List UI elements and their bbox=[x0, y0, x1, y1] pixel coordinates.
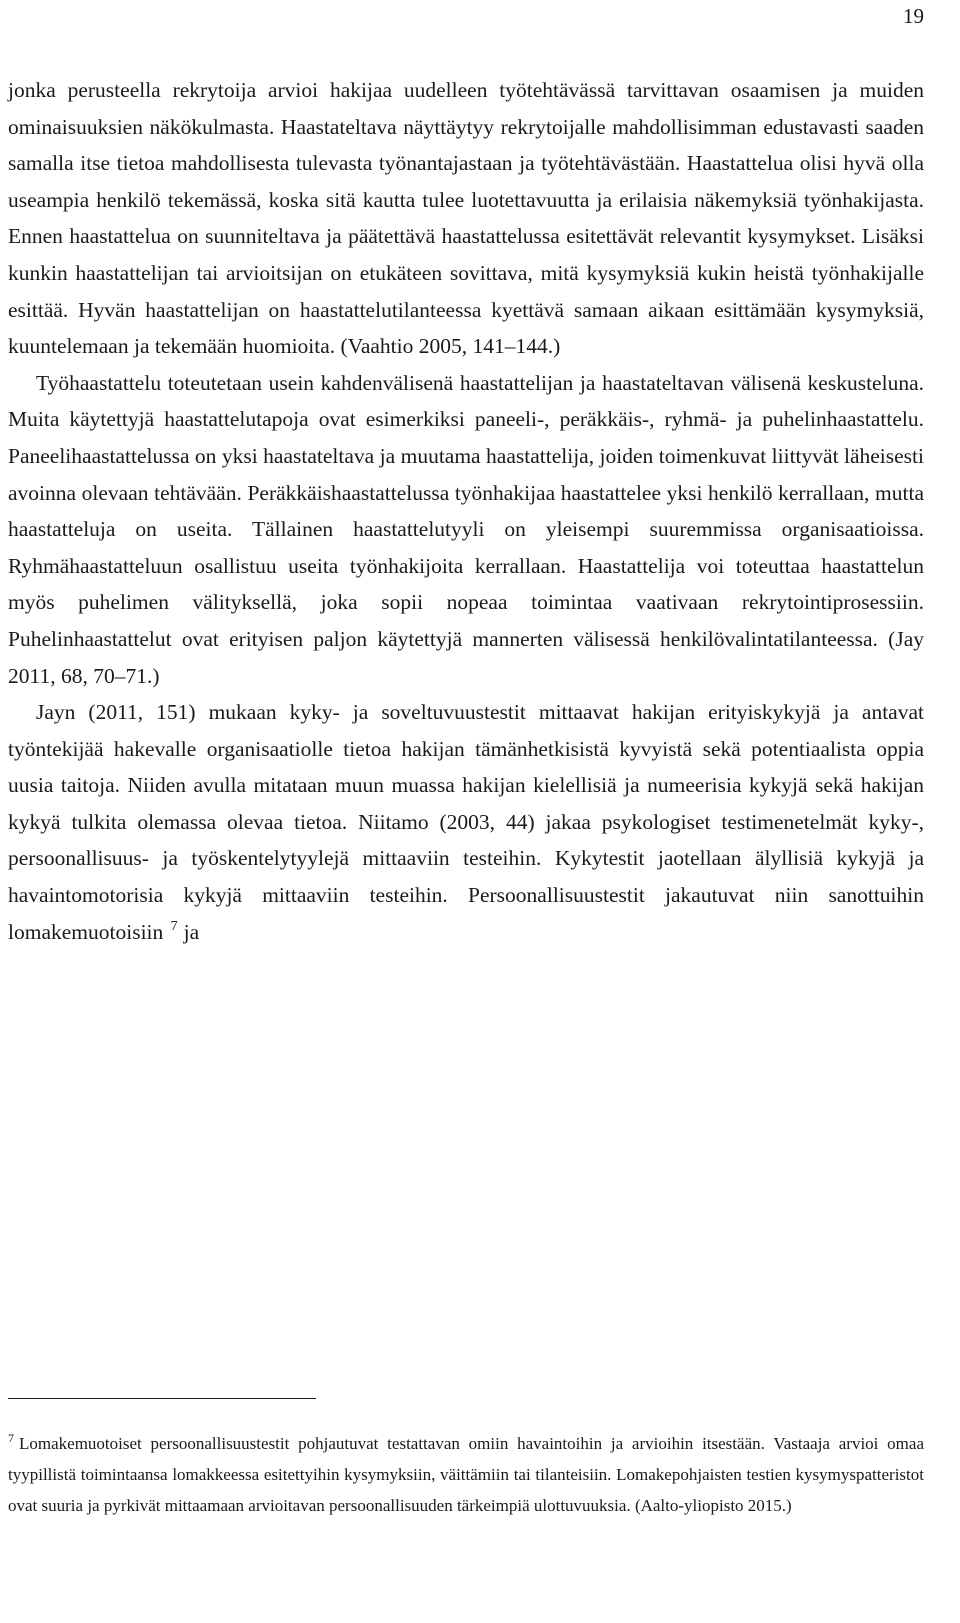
footnote-separator bbox=[8, 1398, 316, 1399]
paragraph-3-text-after: ja bbox=[183, 919, 200, 944]
paragraph-3-text: Jayn (2011, 151) mukaan kyky- ja soveltuvuustestit mittaavat hakijan erityiskykyjä ja antavat työntekijää hakevalle organisaatiolle tietoa hakijan tämänhetkisistä kyvyistä sekä potentiaalista oppia uusia taitoja. Niiden avulla mitataan muun muassa hakijan kielellisiä ja numeerisia kykyjä sekä hakijan kykyä tulkita olemassa olevaa tietoa. Niitamo (2003, 44) jakaa psykologiset testimenetelmät kyky-, persoonallisuus- ja työskentelytyylejä mittaaviin testeihin. Kykytestit jaotellaan älyllisiä kykyjä ja havaintomotorisia kykyjä mittaaviin testeihin. Persoonallisuustestit jakautuvat niin sanottuihin lomakemuotoisiin bbox=[8, 700, 924, 944]
footnote-reference[interactable]: 7 bbox=[170, 918, 178, 934]
footnote bbox=[8, 1428, 924, 1521]
footnote-marker: 7 bbox=[8, 1431, 14, 1445]
body-text bbox=[8, 72, 924, 950]
paragraph-3 bbox=[8, 694, 924, 950]
paragraph-2: Työhaastattelu toteutetaan usein kahdenvälisenä haastattelijan ja haastateltavan välisenä keskusteluna. Muita käytettyjä haastattelutapoja ovat esimerkiksi paneeli-, peräkkäis-, ryhmä- ja puhelinhaastattelu. Paneelihaastattelussa on yksi haastateltava ja muutama haastattelija, joiden toimenkuvat liittyvät läheisesti avoinna olevaan tehtävään. Peräkkäishaastattelussa työnhakijaa haastattelee yksi henkilö kerrallaan, mutta haastatteluja on useita. Tällainen haastattelutyyli on yleisempi suuremmissa organisaatioissa. Ryhmähaastatteluun osallistuu useita työnhakijoita kerrallaan. Haastattelija voi toteuttaa haastattelun myös puhelimen välityksellä, joka sopii nopeaa toimintaa vaativaan rekrytointiprosessiin. Puhelinhaastattelut ovat erityisen paljon käytettyjä mannerten välisessä henkilövalintatilanteessa. (Jay 2011, 68, 70–71.) bbox=[8, 370, 924, 688]
paragraph-1: jonka perusteella rekrytoija arvioi hakijaa uudelleen työtehtävässä tarvittavan osaamisen ja muiden ominaisuuksien näkökulmasta. Haastateltava näyttäytyy rekrytoijalle mahdollisimman edustavasti saaden samalla itse tietoa mahdollisesta tulevasta työnantajastaan ja työtehtävästään. Haastattelua olisi hyvä olla useampia henkilö tekemässä, koska sitä kautta tulee luotettavuutta ja erilaisia näkemyksiä työnhakijasta. Ennen haastattelua on suunniteltava ja päätettävä haastattelussa esitettävät relevantit kysymykset. Lisäksi kunkin haastattelijan tai arvioitsijan on etukäteen sovittava, mitä kysymyksiä kukin heistä työnhakijalle esittää. Hyvän haastattelijan on haastattelutilanteessa kyettävä samaan aikaan esittämään kysymyksiä, kuuntelemaan ja tekemään huomioita. (Vaahtio 2005, 141–144.) bbox=[8, 78, 924, 359]
footnote-text: Lomakemuotoiset persoonallisuustestit pohjautuvat testattavan omiin havaintoihin ja arvioihin itsestään. Vastaaja arvioi omaa tyypillistä toimintaansa lomakkeessa esitettyihin kysymyksiin, väittämiin tai tilanteisiin. Lomakepohjaisten testien kysymyspatteristot ovat suuria ja pyrkivät mittaamaan arvioitavan persoonallisuuden tärkeimpiä ulottuvuuksia. (Aalto-yliopisto 2015.) bbox=[8, 1434, 924, 1515]
page-number: 19 bbox=[903, 4, 924, 28]
